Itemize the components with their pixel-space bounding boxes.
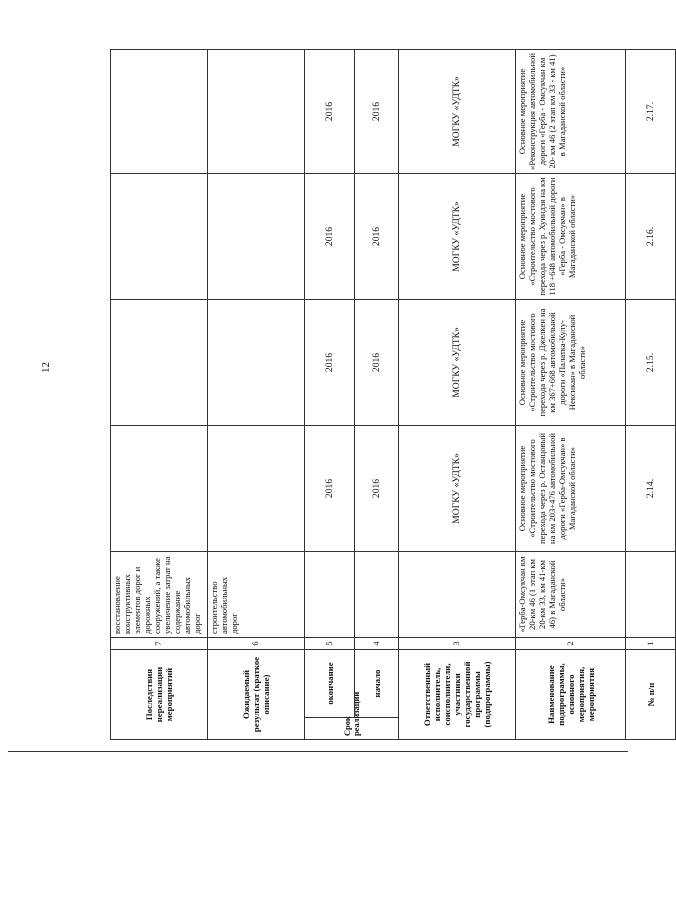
cell-num: 2.16. xyxy=(626,173,676,299)
cell-empty xyxy=(208,49,305,173)
footer-rule xyxy=(8,751,628,752)
column-number: 7 xyxy=(111,637,208,649)
cell-exec: МОГКУ «УДТК» xyxy=(399,299,516,425)
continuation-empty-cell xyxy=(305,551,355,637)
cell-end: 2016 xyxy=(305,173,355,299)
cell-empty xyxy=(208,299,305,425)
header-col1: № п/п xyxy=(626,649,676,739)
header-end: окончание xyxy=(305,649,355,717)
cell-start: 2016 xyxy=(355,49,399,173)
header-col6: Ожидаемый результат (краткое описание) xyxy=(208,649,305,739)
cell-empty xyxy=(208,425,305,551)
continuation-empty-cell xyxy=(626,551,676,637)
continuation-empty-cell xyxy=(355,551,399,637)
expected-result-text: строительство автомобильных дорог xyxy=(208,551,305,637)
column-number: 6 xyxy=(208,637,305,649)
cell-num: 2.14. xyxy=(626,425,676,551)
cell-empty xyxy=(208,173,305,299)
column-number: 5 xyxy=(305,637,355,649)
cell-num: 2.15. xyxy=(626,299,676,425)
header-term: Срок реализации xyxy=(305,718,399,740)
cell-exec: МОГКУ «УДТК» xyxy=(399,173,516,299)
cell-empty xyxy=(111,173,208,299)
table-column-strip xyxy=(516,49,626,739)
cell-name: Основное мероприятие «Строительство мостового перехода через р. Останцовый на км 203+476 автомобильной дороги «Герба-Омсукчан» в Магаданской области» xyxy=(516,425,626,551)
cell-end: 2016 xyxy=(305,49,355,173)
cell-name: Основное мероприятие «Реконструкция автомобильной дороги «Герба - Омсукчан км 20- км 46 (2 этап км 33 - км 41) в Магаданской области» xyxy=(516,49,626,173)
continuation-empty-cell xyxy=(399,551,516,637)
header-col2: Наименование подпрограммы, основного мероприятия, мероприятия xyxy=(516,649,626,739)
cell-empty xyxy=(111,49,208,173)
cell-exec: МОГКУ «УДТК» xyxy=(399,49,516,173)
cell-start: 2016 xyxy=(355,425,399,551)
column-number: 4 xyxy=(355,637,399,649)
cell-start: 2016 xyxy=(355,173,399,299)
header-col7: Последствия нереализации мероприятий xyxy=(111,649,208,739)
cell-name: Основное мероприятие «Строительство мостового перехода через р. Джелкен на км 367+668 автомобильной дороги «Палатка-Кулу-Нексикан» в Магаданской области» xyxy=(516,299,626,425)
cell-start: 2016 xyxy=(355,299,399,425)
table-column-strip xyxy=(399,49,516,739)
cell-name: Основное мероприятие «Строительство мостового перехода через р. Хуиндзя на км 118 +648 автомобильной дороги «Герба - Омсукчан» в Магаданской области» xyxy=(516,173,626,299)
rotated-table-container xyxy=(110,50,656,740)
header-start: начало xyxy=(355,649,399,717)
cell-exec: МОГКУ «УДТК» xyxy=(399,425,516,551)
cell-end: 2016 xyxy=(305,425,355,551)
cell-empty xyxy=(111,299,208,425)
page-number: 12 xyxy=(40,362,52,373)
program-measures-table xyxy=(110,49,676,740)
column-number: 2 xyxy=(516,637,626,649)
table-column-strip xyxy=(111,49,208,739)
column-number: 1 xyxy=(626,637,676,649)
table-column-strip xyxy=(305,49,355,739)
table-column-strip xyxy=(208,49,305,739)
cell-end: 2016 xyxy=(305,299,355,425)
table-column-strip xyxy=(355,49,399,739)
consequence-text: восстановление конструктивных элементов дорог и дорожных сооружений, а также увеличение затрат на содержание автомобильных дорог xyxy=(111,551,208,637)
cell-empty xyxy=(111,425,208,551)
column-number: 3 xyxy=(399,637,516,649)
continuation-name: «Герба-Омсукчан км 20-км 46 (1 этап км 20-км 33, км 41-км 46) в Магаданской области» xyxy=(516,551,626,637)
header-col3: Ответственный исполнитель, соисполнители, участники государственной программы (подпрограммы) xyxy=(399,649,516,739)
table-column-strip xyxy=(626,49,676,739)
cell-num: 2.17. xyxy=(626,49,676,173)
